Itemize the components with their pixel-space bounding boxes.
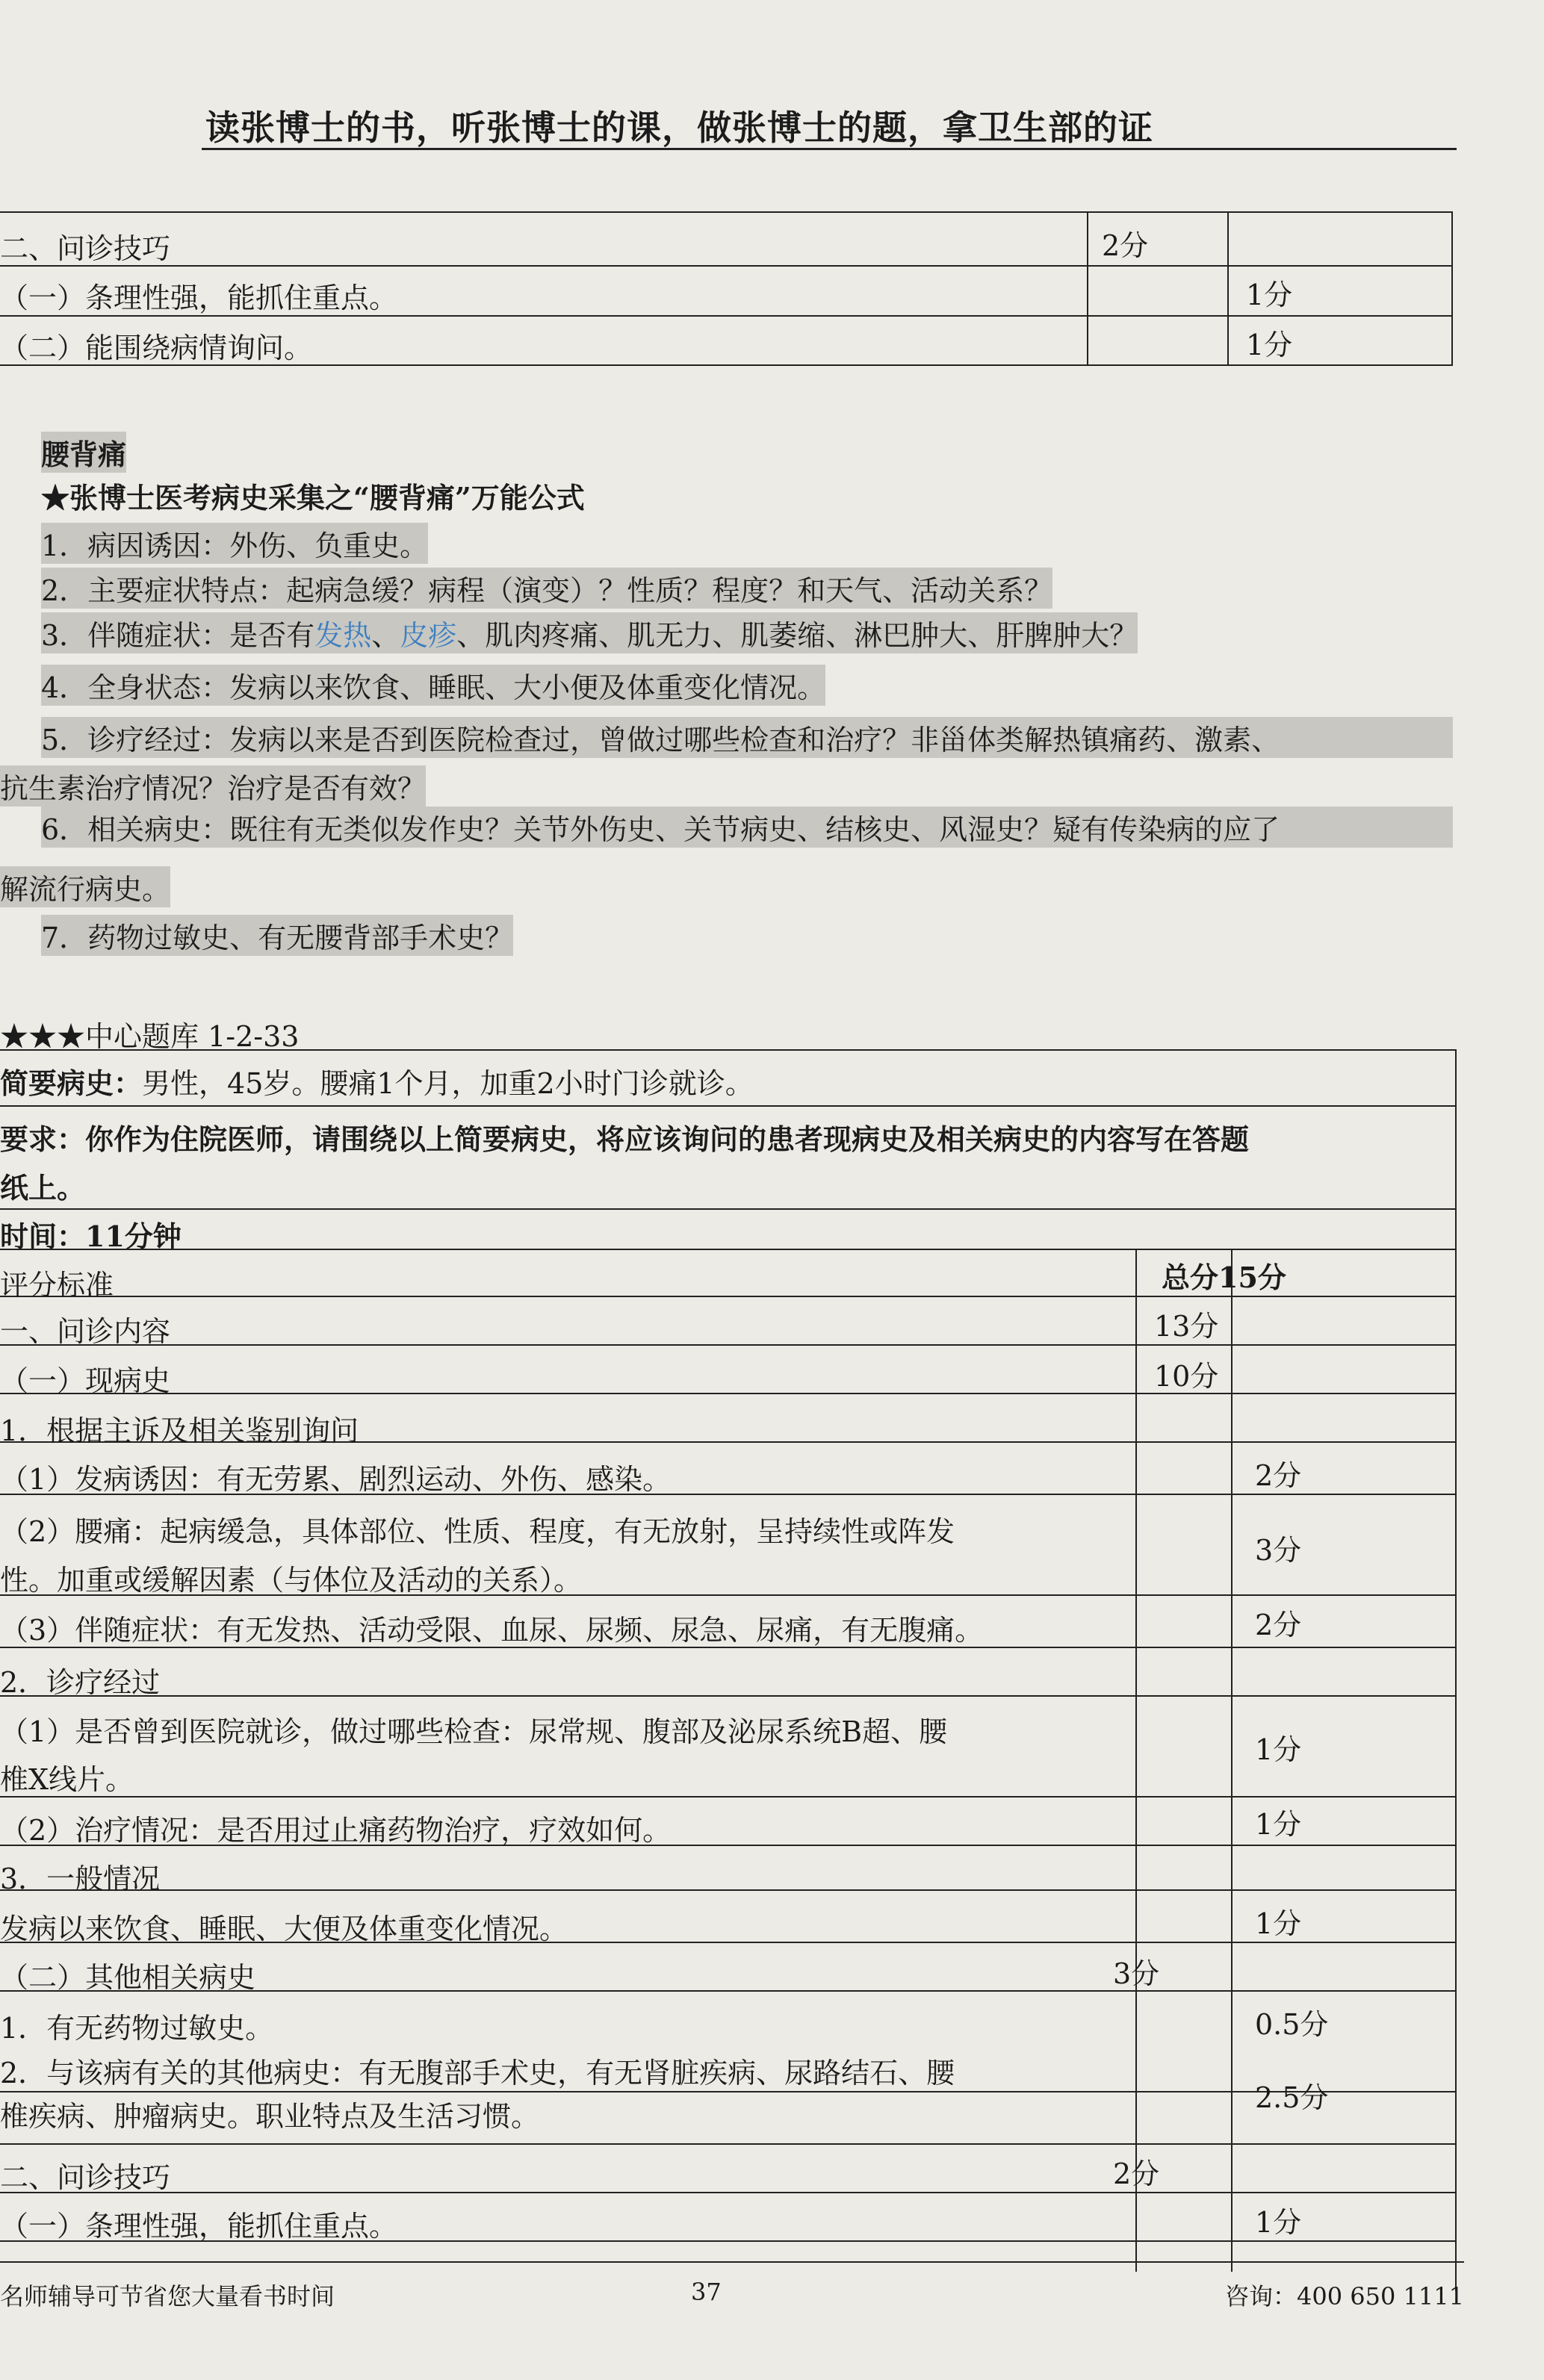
score-related-history: 2.5分: [1255, 2081, 1329, 2114]
row-chief-complaint: 1．根据主诉及相关鉴别询问: [0, 1414, 359, 1447]
score-organized: 1分: [1255, 2206, 1302, 2239]
section-title: 腰背痛: [41, 432, 126, 473]
row-treatment: （2）治疗情况：是否用过止痛药物治疗，疗效如何。: [0, 1814, 672, 1847]
row-examinations-cont: 椎X线片。: [0, 1763, 134, 1796]
grading-title: 评分标准: [0, 1269, 114, 1302]
top-row-3-label: （二）能围绕病情询问。: [0, 332, 313, 364]
row-examinations: （1）是否曾到医院就诊，做过哪些检查：尿常规、腹部及泌尿系统B超、腰: [0, 1715, 948, 1748]
formula-item-3: 3．伴随症状：是否有发热、皮疹、肌肉疼痛、肌无力、肌萎缩、淋巴肿大、肝脾肿大？: [41, 612, 1138, 653]
row-organized: （一）条理性强，能抓住重点。: [0, 2210, 398, 2243]
row-allergy: 1．有无药物过敏史。: [0, 2012, 274, 2045]
formula-item-6-cont: 解流行病史。: [0, 866, 170, 907]
formula-item-7: 7．药物过敏史、有无腰背部手术史？: [41, 915, 513, 956]
formula-item-5: 5．诊疗经过：发病以来是否到医院检查过，曾做过哪些检查和治疗？非甾体类解热镇痛药、激素、: [41, 717, 1453, 758]
formula-item-5-cont: 抗生素治疗情况？治疗是否有效？: [0, 765, 426, 807]
row-treatment-history: 2．诊疗经过: [0, 1666, 161, 1699]
row-skills: 二、问诊技巧: [0, 2161, 171, 2194]
score-cause: 2分: [1255, 1459, 1302, 1492]
row-general: 3．一般情况: [0, 1862, 161, 1895]
row-present-illness: （一）现病史: [0, 1364, 171, 1397]
running-header: 读张博士的书，听张博士的课，做张博士的题，拿卫生部的证: [205, 108, 1153, 148]
top-row-3-score: 1分: [1246, 329, 1293, 361]
footer-rule: [0, 2261, 1464, 2263]
row-accompanying: （3）伴随症状：有无发热、活动受限、血尿、尿频、尿急、尿痛，有无腹痛。: [0, 1614, 984, 1647]
footer-slogan: 名师辅导可节省您大量看书时间: [0, 2282, 335, 2311]
brief-history: 简要病史：男性，45岁。腰痛1个月，加重2小时门诊就诊。: [0, 1066, 754, 1100]
footer-contact: 咨询：400 650 1111: [1225, 2282, 1464, 2311]
row-related-history-cont: 椎疾病、肿瘤病史。职业特点及生活习惯。: [0, 2100, 540, 2133]
score-skills: 2分: [1113, 2157, 1160, 2190]
formula-title: ★张博士医考病史采集之“腰背痛”万能公式: [41, 481, 585, 515]
row-back-pain: （2）腰痛：起病缓急，具体部位、性质、程度，有无放射，呈持续性或阵发: [0, 1515, 955, 1548]
requirement-line-1: 要求：你作为住院医师，请围绕以上简要病史，将应该询问的患者现病史及相关病史的内容写在答题: [0, 1122, 1250, 1156]
header-rule: [202, 148, 1457, 150]
score-present-illness: 10分: [1154, 1360, 1219, 1393]
formula-item-1: 1．病因诱因：外伤、负重史。: [41, 523, 428, 564]
requirement-line-2: 纸上。: [0, 1171, 86, 1205]
score-other-history: 3分: [1113, 1957, 1160, 1990]
formula-item-2: 2．主要症状特点：起病急缓？病程（演变）？性质？程度？和天气、活动关系？: [41, 568, 1052, 609]
score-treatment: 1分: [1255, 1808, 1302, 1841]
time-limit: 时间：11分钟: [0, 1219, 182, 1253]
row-cause: （1）发病诱因：有无劳累、剧烈运动、外伤、感染。: [0, 1463, 672, 1496]
top-row-1-score: 2分: [1102, 229, 1149, 262]
top-row-2-label: （一）条理性强，能抓住重点。: [0, 282, 398, 314]
score-general: 1分: [1255, 1907, 1302, 1940]
row-general-detail: 发病以来饮食、睡眠、大便及体重变化情况。: [0, 1913, 568, 1945]
score-allergy: 0.5分: [1255, 2008, 1329, 2041]
row-interview-content: 一、问诊内容: [0, 1315, 171, 1348]
row-related-history: 2．与该病有关的其他病史：有无腹部手术史，有无肾脏疾病、尿路结石、腰: [0, 2057, 955, 2090]
top-row-2-score: 1分: [1246, 279, 1293, 311]
question-bank-id: ★★★中心题库 1-2-33: [0, 1020, 300, 1053]
page-number: 37: [691, 2278, 722, 2306]
score-interview-content: 13分: [1154, 1310, 1219, 1343]
row-back-pain-cont: 性。加重或缓解因素（与体位及活动的关系）。: [0, 1564, 583, 1597]
formula-item-4: 4．全身状态：发病以来饮食、睡眠、大小便及体重变化情况。: [41, 665, 825, 706]
row-other-history: （二）其他相关病史: [0, 1961, 256, 1994]
score-examinations: 1分: [1255, 1733, 1302, 1766]
score-accompanying: 2分: [1255, 1609, 1302, 1641]
formula-item-6: 6．相关病史：既往有无类似发作史？关节外伤史、关节病史、结核史、风湿史？疑有传染病的应了: [41, 807, 1453, 848]
score-back-pain: 3分: [1255, 1534, 1302, 1567]
total-score: 总分15分: [1162, 1261, 1286, 1294]
top-row-1-label: 二、问诊技巧: [0, 232, 171, 265]
